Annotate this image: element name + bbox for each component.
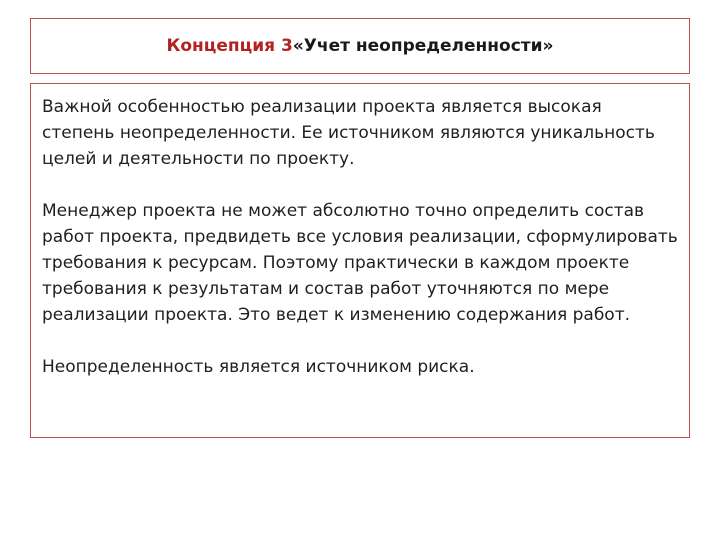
title-concept-name: «Учет неопределенности» [292, 36, 554, 56]
title-concept-number: Концепция 3 [166, 36, 293, 56]
slide-content-box [30, 83, 690, 438]
content-paragraph-1: Важной особенностью реализации проекта является высокая степень неопределенности. Ее источником являются уникальность целей и деятельности по проекту. [42, 97, 655, 169]
content-paragraph-3: Неопределенность является источником риска. [42, 357, 475, 377]
content-paragraph-2: Менеджер проекта не может абсолютно точно определить состав работ проекта, предвидеть все условия реализации, сформулировать требования к ресурсам. Поэтому практически в каждом проекте требования к результатам и состав работ уточняются по мере реализации проекта. Это ведет к изменению содержания работ. [42, 201, 678, 325]
slide-title-box [30, 18, 690, 74]
